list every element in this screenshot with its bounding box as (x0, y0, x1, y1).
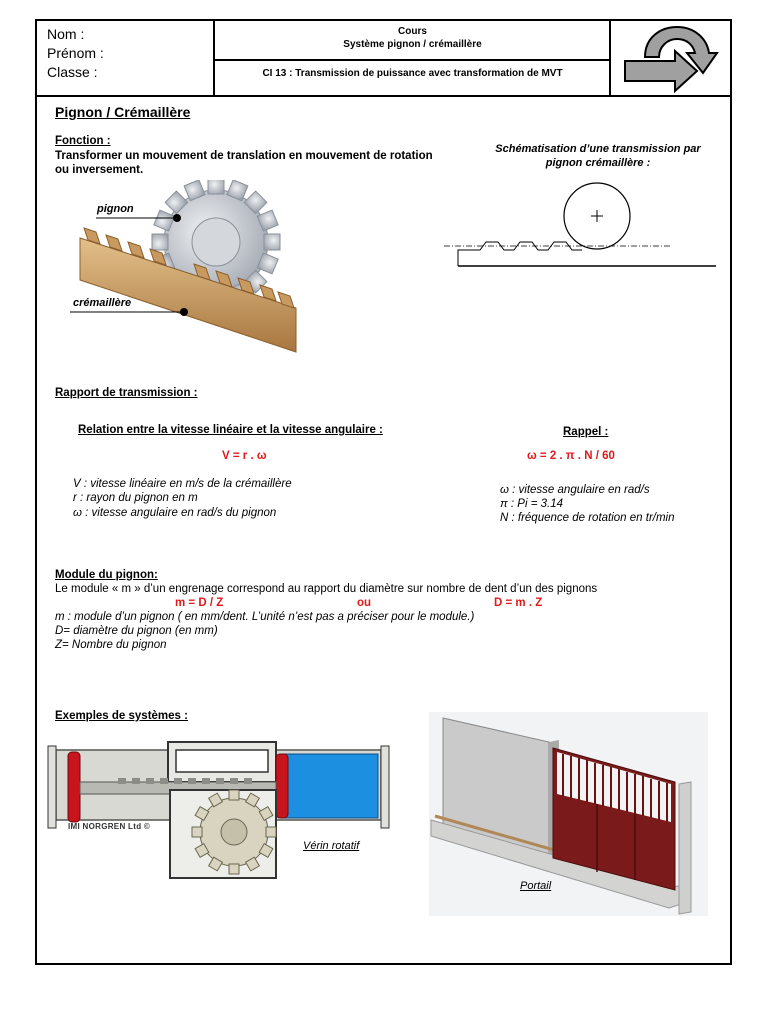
rotation-translation-icon (615, 21, 725, 95)
formula-d: D = m . Z (494, 597, 543, 609)
class-label: Classe : (47, 64, 98, 80)
def-r: r : rayon du pignon en m (73, 492, 198, 504)
verin-brand: IMI NORGREN Ltd © (68, 822, 151, 831)
name-label: Nom : (47, 26, 85, 42)
schema-caption: Schématisation d’une transmission par pignon crémaillère : (495, 143, 701, 169)
fonction-text: Transformer un mouvement de translation en mouvement de rotation ou inversement. (55, 150, 433, 176)
header-divider-middle (214, 59, 610, 61)
rapport-heading: Rapport de transmission : (55, 387, 198, 399)
def-v: V : vitesse linéaire en m/s de la crémaillère (73, 478, 292, 490)
portail-caption: Portail (520, 880, 552, 892)
examples-heading: Exemples de systèmes : (55, 710, 188, 722)
section-title: Pignon / Crémaillère (55, 104, 191, 120)
module-def-m: m : module d’un pignon ( en mm/dent. L’unité n’est pas a préciser pour le module.) (55, 611, 475, 623)
fonction-heading: Fonction : (55, 135, 111, 147)
def-omega: ω : vitesse angulaire en rad/s du pignon (73, 507, 277, 519)
formula-omega: ω = 2 . π . N / 60 (527, 450, 615, 462)
module-heading: Module du pignon: (55, 569, 158, 581)
rotary-actuator-illustration (46, 740, 391, 880)
verin-caption: Vérin rotatif (303, 840, 360, 852)
module-text: Le module « m » d’un engrenage correspond au rapport du diamètre sur nombre de dent d’un des pignons (55, 583, 598, 595)
schematic-diagram (442, 180, 720, 272)
module-def-d: D= diamètre du pignon (en mm) (55, 625, 218, 637)
portail-illustration (429, 712, 708, 916)
formula-v: V = r . ω (222, 450, 267, 462)
label-pignon: pignon (97, 203, 134, 215)
formula-m: m = D / Z (175, 597, 224, 609)
rappel-heading: Rappel : (563, 426, 609, 438)
rappel-def-omega: ω : vitesse angulaire en rad/s (500, 484, 650, 496)
rappel-def-n: N : fréquence de rotation en tr/min (500, 512, 675, 524)
course-title: Système pignon / crémaillère (343, 39, 482, 50)
formula-or: ou (357, 597, 372, 609)
course-type: Cours (398, 26, 427, 37)
module-def-z: Z= Nombre du pignon (55, 639, 167, 651)
relation-heading: Relation entre la vitesse linéaire et la vitesse angulaire : (78, 424, 383, 436)
ci-line: CI 13 : Transmission de puissance avec transformation de MVT (262, 68, 563, 79)
rappel-def-pi: π : Pi = 3.14 (500, 498, 564, 510)
first-name-label: Prénom : (47, 45, 104, 61)
label-cremaillere: crémaillère (73, 297, 132, 309)
